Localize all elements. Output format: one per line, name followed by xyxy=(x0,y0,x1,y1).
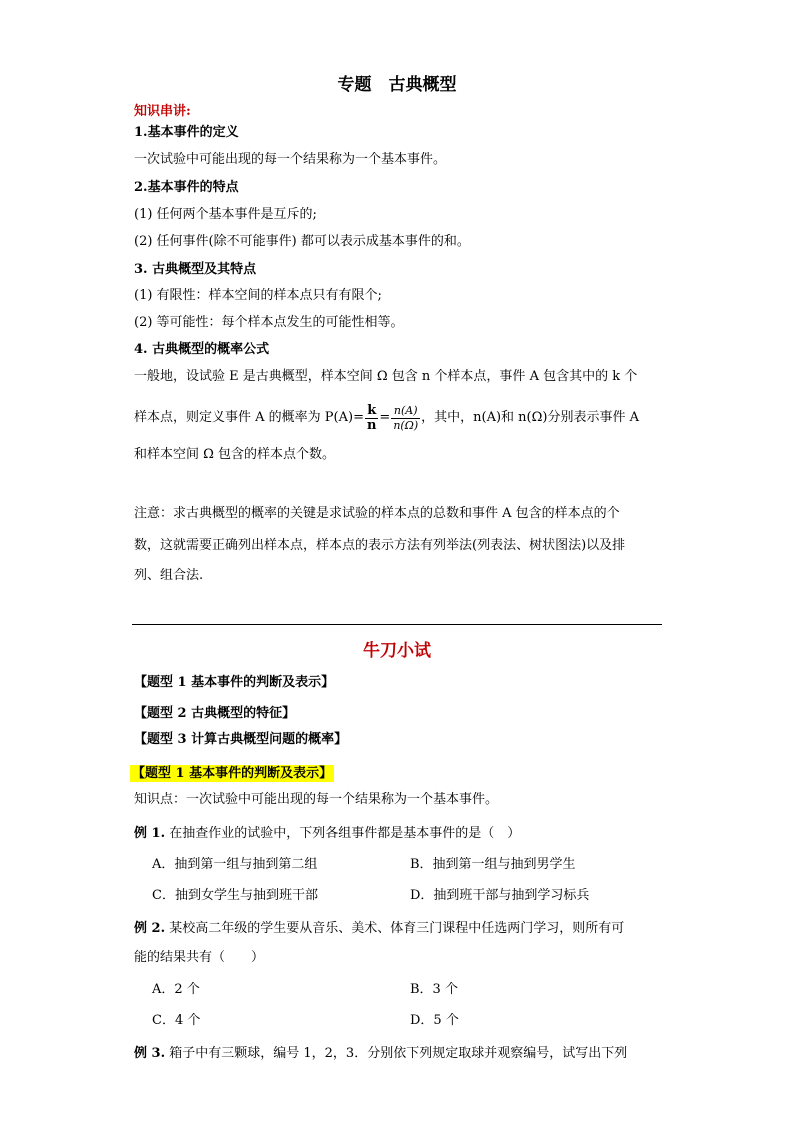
example-2-option-c: C．4 个 xyxy=(152,1013,201,1028)
question-type-3: 【题型 3 计算古典概型问题的概率】 xyxy=(134,732,348,747)
example-3 xyxy=(134,1046,627,1062)
active-question-type-label: 【题型 1 基本事件的判断及表示】 xyxy=(132,766,333,781)
probability-fraction-nA-nOmega xyxy=(391,404,420,433)
formula-line-3: 和样本空间 Ω 包含的样本点个数。 xyxy=(134,447,336,462)
section-divider xyxy=(132,624,662,625)
model-property-2: (2) 等可能性：每个样本点发生的可能性相等。 xyxy=(134,315,404,330)
fraction-equals: = xyxy=(379,410,391,425)
knowledge-heading: 知识串讲: xyxy=(134,104,191,119)
question-type-2: 【题型 2 古典概型的特征】 xyxy=(134,706,296,721)
formula-line-1: 一般地，设试验 E 是古典概型，样本空间 Ω 包含 n 个样本点，事件 A 包含其中的 k 个 xyxy=(134,369,638,384)
note-line-2: 数，这就需要正确列出样本点，样本点的表示方法有列举法(列表法、树状图法)以及排 xyxy=(134,538,626,553)
fraction-n: n xyxy=(366,417,377,433)
model-heading: 3. 古典概型及其特点 xyxy=(134,262,257,277)
model-property-1: (1) 有限性：样本空间的样本点只有有限个; xyxy=(134,288,382,303)
formula-line-2 xyxy=(134,398,639,438)
note-line-1: 注意：求古典概型的概率的关键是求试验的样本点的总数和事件 A 包含的样本点的个 xyxy=(134,506,620,521)
example-2-text-cont: 能的结果共有（ ） xyxy=(134,950,265,965)
example-text: 箱子中有三颗球，编号 1，2，3．分别依下列规定取球并观察编号，试写出下列 xyxy=(169,1046,628,1061)
note-line-3: 列、组合法. xyxy=(134,568,204,583)
formula-heading: 4. 古典概型的概率公式 xyxy=(134,342,270,357)
feature-1: (1) 任何两个基本事件是互斥的; xyxy=(134,207,317,222)
formula-line-2-suffix: ，其中，n(A)和 n(Ω)分别表示事件 A xyxy=(421,410,639,425)
example-text: 某校高二年级的学生要从音乐、美术、体育三门课程中任选两门学习，则所有可 xyxy=(169,921,625,936)
example-2-option-a: A．2 个 xyxy=(152,982,200,997)
example-1-option-b: B．抽到第一组与抽到男学生 xyxy=(410,857,576,872)
example-1-option-a: A．抽到第一组与抽到第二组 xyxy=(152,857,318,872)
fraction-nOmega: n(Ω) xyxy=(393,418,419,432)
example-2 xyxy=(134,921,624,937)
fraction-k: k xyxy=(367,402,377,418)
knowledge-point: 知识点：一次试验中可能出现的每一个结果称为一个基本事件。 xyxy=(134,792,499,807)
example-label: 例 2. xyxy=(134,921,166,936)
active-question-type xyxy=(130,766,334,782)
formula-line-2-prefix: 样本点，则定义事件 A 的概率为 P(A)= xyxy=(134,410,364,425)
example-2-option-b: B．3 个 xyxy=(410,982,458,997)
example-1 xyxy=(134,826,520,842)
example-text: 在抽查作业的试验中，下列各组事件都是基本事件的是（ ） xyxy=(169,826,521,841)
features-heading: 2.基本事件的特点 xyxy=(134,180,239,195)
definition-text: 一次试验中可能出现的每一个结果称为一个基本事件。 xyxy=(134,152,447,167)
example-1-option-d: D．抽到班干部与抽到学习标兵 xyxy=(410,888,590,903)
section-title: 牛刀小试 xyxy=(363,641,431,661)
example-label: 例 3. xyxy=(134,1046,166,1061)
fraction-nA: n(A) xyxy=(393,403,418,417)
example-1-option-c: C．抽到女学生与抽到班干部 xyxy=(152,888,318,903)
page-title: 专题 古典概型 xyxy=(337,75,457,95)
question-type-1: 【题型 1 基本事件的判断及表示】 xyxy=(134,675,335,690)
probability-fraction-k-n xyxy=(365,404,378,433)
example-label: 例 1. xyxy=(134,826,166,841)
feature-2: (2) 任何事件(除不可能事件) 都可以表示成基本事件的和。 xyxy=(134,234,470,249)
example-2-option-d: D．5 个 xyxy=(410,1013,459,1028)
definition-heading: 1.基本事件的定义 xyxy=(134,125,239,140)
